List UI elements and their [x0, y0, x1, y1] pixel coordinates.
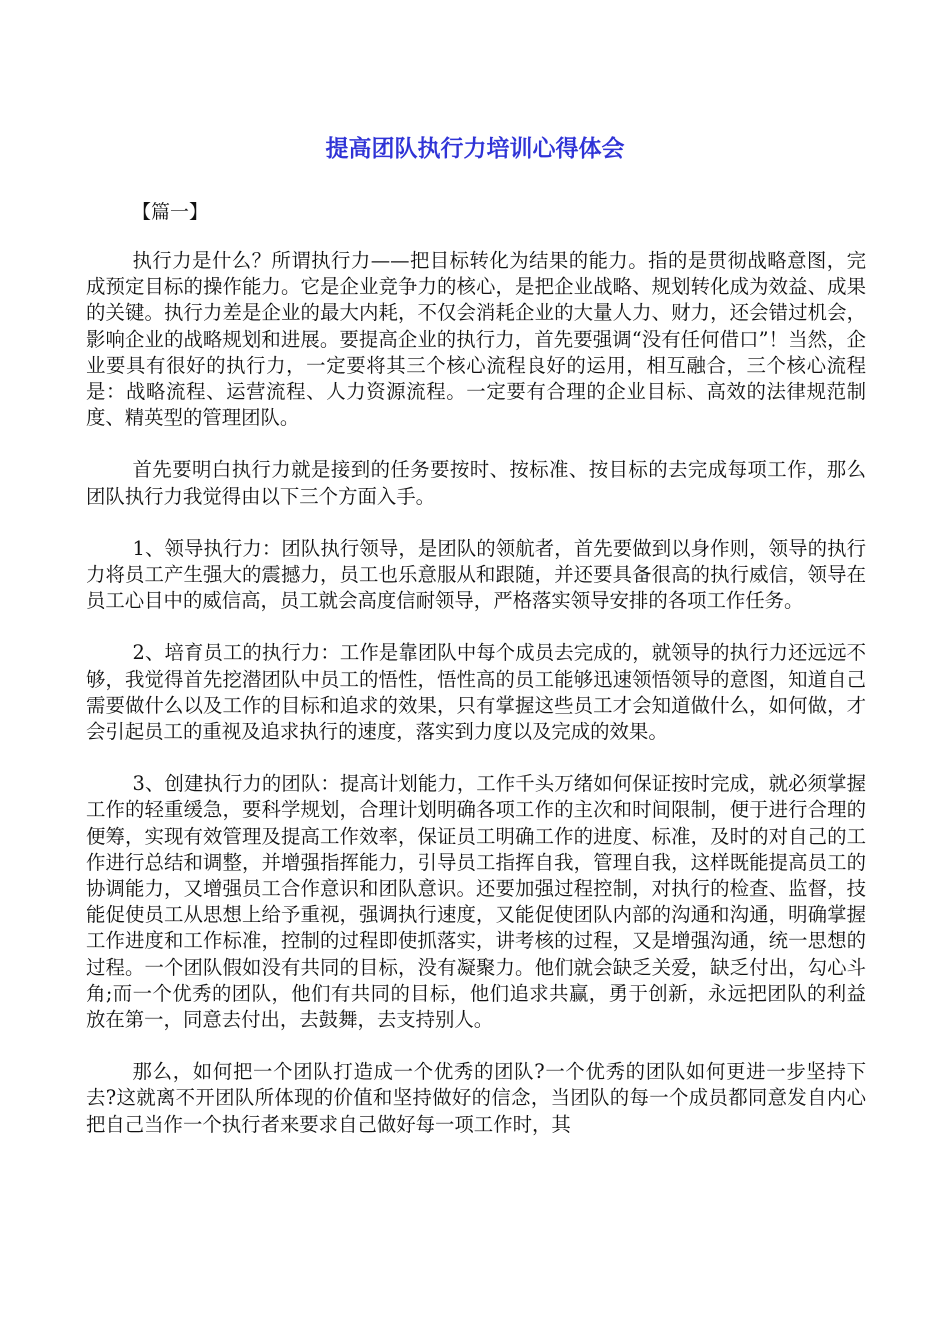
paragraph-2: 首先要明白执行力就是接到的任务要按时、按标准、按目标的去完成每项工作，那么团队执行力我觉得由以下三个方面入手。 — [86, 458, 866, 508]
paragraph-1: 执行力是什么？所谓执行力——把目标转化为结果的能力。指的是贯彻战略意图，完成预定目标的操作能力。它是企业竞争力的核心，是把企业战略、规划转化成为效益、成果的关键。执行力差是企业的最大内耗，不仅会消耗企业的大量人力、财力，还会错过机会，影响企业的战略规划和进展。要提高企业的执行力，首先要强调“没有任何借口”！当然，企业要具有很好的执行力，一定要将其三个核心流程良好的运用，相互融合，三个核心流程是：战略流程、运营流程、人力资源流程。一定要有合理的企业目标、高效的法律规范制度、精英型的管理团队。 — [86, 249, 866, 430]
document-body — [86, 248, 866, 1164]
paragraph-4: 2、培育员工的执行力：工作是靠团队中每个成员去完成的，就领导的执行力还远远不够，我觉得首先挖潜团队中员工的悟性，悟性高的员工能够迅速领悟领导的意图，知道自己需要做什么以及工作的目标和追求的效果，只有掌握这些员工才会知道做什么，如何做，才会引起员工的重视及追求执行的速度，落实到力度以及完成的效果。 — [86, 641, 866, 744]
paragraph-6: 那么，如何把一个团队打造成一个优秀的团队?一个优秀的团队如何更进一步坚持下去?这就离不开团队所体现的价值和坚持做好的信念，当团队的每一个成员都同意发自内心把自己当作一个执行者来要求自己做好每一项工作时，其 — [86, 1060, 866, 1136]
paragraph-5: 3、创建执行力的团队：提高计划能力，工作千头万绪如何保证按时完成，就必须掌握工作的轻重缓急，要科学规划，合理计划明确各项工作的主次和时间限制，便于进行合理的便筹，实现有效管理及提高工作效率，保证员工明确工作的进度、标准，及时的对自己的工作进行总结和调整，并增强指挥能力，引导员工指挥自我，管理自我，这样既能提高员工的协调能力，又增强员工合作意识和团队意识。还要加强过程控制，对执行的检查、监督，技能促使员工从思想上给予重视，强调执行速度，又能促使团队内部的沟通和沟通，明确掌握工作进度和工作标准，控制的过程即使抓落实，讲考核的过程，又是增强沟通，统一思想的过程。一个团队假如没有共同的目标，没有凝聚力。他们就会缺乏关爱，缺乏付出，勾心斗角;而一个优秀的团队，他们有共同的目标，他们追求共赢，勇于创新，永远把团队的利益放在第一，同意去付出，去鼓舞，去支持别人。 — [86, 772, 866, 1032]
section-heading: 【篇一】 — [132, 201, 209, 223]
document-title: 提高团队执行力培训心得体会 — [325, 136, 625, 162]
paragraph-3: 1、领导执行力：团队执行领导，是团队的领航者，首先要做到以身作则，领导的执行力将员工产生强大的震撼力，员工也乐意服从和跟随，并还要具备很高的执行威信，领导在员工心目中的威信高，员工就会高度信耐领导，严格落实领导安排的各项工作任务。 — [86, 536, 866, 613]
